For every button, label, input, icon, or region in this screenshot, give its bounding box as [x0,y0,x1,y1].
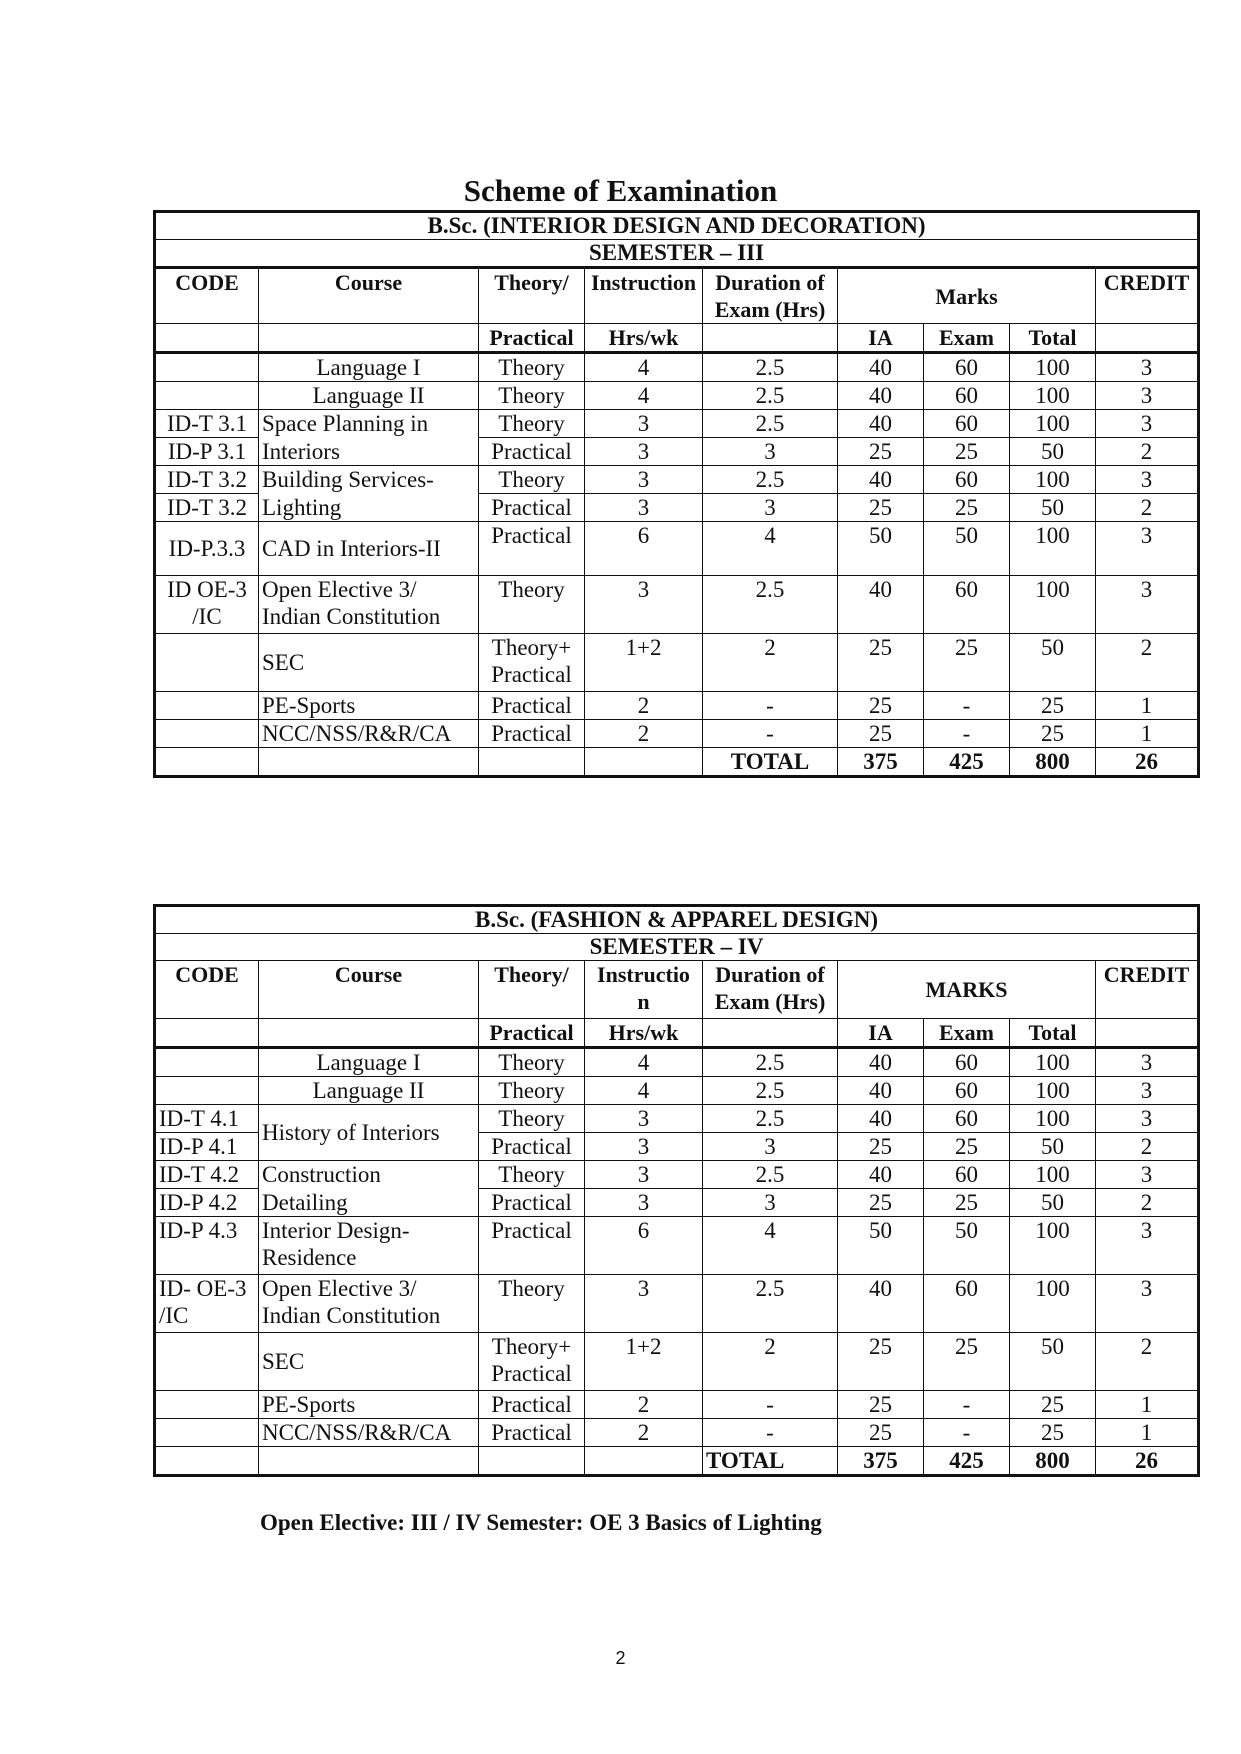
total-cell: 50 [1010,634,1096,692]
table-row [155,576,1199,634]
hrs-cell: 3 [585,1105,703,1133]
credit-cell: 2 [1096,494,1199,522]
hrs-cell: 4 [585,1077,703,1105]
duration-cell: 2.5 [703,576,838,634]
type-cell: Practical [479,720,585,748]
header-code: CODE [155,961,259,1019]
exam-cell: - [924,1419,1010,1447]
table-row [155,720,1199,748]
code-cell [155,1419,259,1447]
code-cell: ID-T 3.2 [155,466,259,494]
table-row [155,466,1199,494]
type-cell: Practical [479,1217,585,1275]
total-cell: 100 [1010,1161,1096,1189]
exam-cell: - [924,1391,1010,1419]
course-line2: Indian Constitution [262,1303,441,1328]
code-cell [155,1447,259,1476]
hrs-cell: 2 [585,1419,703,1447]
code-cell [155,576,259,634]
credit-cell: 3 [1096,522,1199,576]
exam-cell: 60 [924,1077,1010,1105]
exam-cell: 50 [924,522,1010,576]
course-cell [259,576,479,634]
duration-cell: 2 [703,634,838,692]
exam-cell: 25 [924,1133,1010,1161]
ia-cell: 25 [838,1133,924,1161]
duration-cell: 2.5 [703,1161,838,1189]
duration-cell: 2.5 [703,382,838,410]
table-row [155,353,1199,382]
credit-cell: 1 [1096,720,1199,748]
type-cell: Theory [479,382,585,410]
duration-cell: 2.5 [703,1048,838,1077]
total-cell: 25 [1010,1391,1096,1419]
ia-cell: 40 [838,1275,924,1333]
duration-cell: 2.5 [703,353,838,382]
hrs-cell: 2 [585,720,703,748]
table-row [155,410,1199,438]
header-blank [1096,324,1199,353]
header-blank [259,1019,479,1048]
hrs-cell: 1+2 [585,1333,703,1391]
header-exam: Exam [924,1019,1010,1048]
total-cell: 50 [1010,1333,1096,1391]
duration-cell: - [703,1419,838,1447]
course-cell: Language I [259,1048,479,1077]
total-row [155,1447,1199,1476]
type-cell: Theory [479,1161,585,1189]
duration-cell: - [703,692,838,720]
type-cell: Practical [479,1419,585,1447]
ia-total: 375 [838,1447,924,1476]
hrs-cell: 4 [585,353,703,382]
header-practical: Practical [479,324,585,353]
credit-cell: 3 [1096,1217,1199,1275]
total-cell: 25 [1010,720,1096,748]
table-row [155,1189,1199,1217]
type-cell: Theory [479,410,585,438]
credit-cell: 2 [1096,438,1199,466]
type-cell: Practical [479,1189,585,1217]
table-row [155,382,1199,410]
code-cell [155,1333,259,1391]
code-cell [155,1048,259,1077]
course-cell: SEC [259,634,479,692]
type-cell: Theory [479,576,585,634]
exam-cell: - [924,692,1010,720]
table-row [155,692,1199,720]
course-cell: Interiors [259,438,479,466]
header-duration-line2: Exam (Hrs) [714,297,826,322]
course-cell: Language I [259,353,479,382]
header-instruction: Instruction [585,268,703,324]
duration-cell: 3 [703,438,838,466]
hrs-cell: 6 [585,1217,703,1275]
ia-cell: 40 [838,382,924,410]
semester-4-table [153,904,1200,1477]
total-cell: 100 [1010,522,1096,576]
course-cell: Building Services- [259,466,479,494]
table-row [155,634,1199,692]
credit-cell: 3 [1096,1077,1199,1105]
code-cell [155,720,259,748]
course-cell: Detailing [259,1189,479,1217]
code-cell: ID-T 3.2 [155,494,259,522]
header-duration-line1: Duration of [715,270,825,295]
type-line2: Practical [491,1361,572,1386]
header-blank [703,324,838,353]
credit-cell: 1 [1096,692,1199,720]
code-line1: ID OE-3 [167,577,247,602]
hrs-cell: 6 [585,522,703,576]
code-cell [155,1275,259,1333]
grand-total: 800 [1010,748,1096,777]
course-cell: Construction [259,1161,479,1189]
duration-cell: 3 [703,1133,838,1161]
exam-cell: 60 [924,1048,1010,1077]
hrs-cell: 3 [585,438,703,466]
total-cell: 50 [1010,494,1096,522]
code-cell [155,382,259,410]
duration-cell: 2.5 [703,1077,838,1105]
course-cell: NCC/NSS/R&R/CA [259,720,479,748]
type-cell: Theory [479,1105,585,1133]
header-ia: IA [838,1019,924,1048]
page-number: 2 [615,1648,626,1668]
hrs-cell: 3 [585,576,703,634]
code-cell [155,353,259,382]
course-line2: Indian Constitution [262,604,441,629]
hrs-cell: 3 [585,1189,703,1217]
course-line1: Open Elective 3/ [262,577,417,602]
ia-cell: 25 [838,1391,924,1419]
type-cell: Theory [479,1048,585,1077]
course-cell [259,1217,479,1275]
ia-cell: 40 [838,1048,924,1077]
header-blank [703,1019,838,1048]
ia-total: 375 [838,748,924,777]
table-row [155,1161,1199,1189]
ia-cell: 25 [838,1189,924,1217]
table-row [155,522,1199,576]
duration-cell: 3 [703,494,838,522]
grand-total: 800 [1010,1447,1096,1476]
course-cell: Space Planning in [259,410,479,438]
course-cell [259,1447,479,1476]
credit-total: 26 [1096,1447,1199,1476]
type-line1: Theory+ [491,1334,572,1359]
credit-cell: 2 [1096,1189,1199,1217]
code-line2: /IC [192,604,222,629]
course-cell: NCC/NSS/R&R/CA [259,1419,479,1447]
total-cell: 100 [1010,382,1096,410]
code-line1: ID- OE-3 [159,1276,247,1301]
duration-cell: 4 [703,1217,838,1275]
ia-cell: 40 [838,1161,924,1189]
exam-total: 425 [924,748,1010,777]
type-cell: Practical [479,1391,585,1419]
credit-cell: 3 [1096,1161,1199,1189]
header-blank [1096,1019,1199,1048]
exam-total: 425 [924,1447,1010,1476]
total-cell: 100 [1010,1275,1096,1333]
ia-cell: 40 [838,353,924,382]
duration-cell: 2.5 [703,1105,838,1133]
total-cell: 50 [1010,438,1096,466]
table-row [155,1217,1199,1275]
exam-cell: 60 [924,1161,1010,1189]
hrs-cell: 3 [585,494,703,522]
table-row [155,1275,1199,1333]
total-cell: 100 [1010,576,1096,634]
type-line1: Theory+ [491,635,572,660]
type-cell: Practical [479,522,585,576]
credit-cell: 3 [1096,1275,1199,1333]
code-cell [155,692,259,720]
ia-cell: 40 [838,410,924,438]
code-cell [155,1077,259,1105]
course-cell: PE-Sports [259,1391,479,1419]
credit-cell: 2 [1096,634,1199,692]
total-row [155,748,1199,777]
table-row [155,1105,1199,1133]
exam-cell: 60 [924,1275,1010,1333]
type-line2: Practical [491,662,572,687]
header-marks: MARKS [838,961,1096,1019]
header-total: Total [1010,1019,1096,1048]
type-cell [479,748,585,777]
type-cell [479,1333,585,1391]
header-hrs-wk: Hrs/wk [585,324,703,353]
total-cell: 50 [1010,1133,1096,1161]
course-cell: CAD in Interiors-II [259,522,479,576]
total-cell: 100 [1010,410,1096,438]
credit-cell: 3 [1096,466,1199,494]
code-cell: ID-T 3.1 [155,410,259,438]
total-cell: 50 [1010,1189,1096,1217]
hrs-cell: 4 [585,1048,703,1077]
header-blank [155,324,259,353]
credit-cell: 3 [1096,576,1199,634]
open-elective-note: Open Elective: III / IV Semester: OE 3 Basics of Lighting [260,1510,822,1535]
type-cell: Practical [479,1133,585,1161]
credit-cell: 2 [1096,1133,1199,1161]
table-row [155,494,1199,522]
header-blank [155,1019,259,1048]
header-duration-line1: Duration of [715,962,825,987]
total-cell: 100 [1010,353,1096,382]
hrs-cell: 3 [585,1275,703,1333]
code-cell: ID-P 4.2 [155,1189,259,1217]
total-cell: 100 [1010,1048,1096,1077]
code-cell [155,1391,259,1419]
header-blank [259,324,479,353]
header-instruction-line1: Instructio [597,962,690,987]
exam-cell: 50 [924,1217,1010,1275]
table-row [155,1048,1199,1077]
header-practical: Practical [479,1019,585,1048]
duration-cell: 4 [703,522,838,576]
type-cell [479,1447,585,1476]
hrs-cell [585,1447,703,1476]
exam-cell: 25 [924,634,1010,692]
credit-cell: 3 [1096,410,1199,438]
header-course: Course [259,961,479,1019]
total-cell: 100 [1010,1217,1096,1275]
header-theory: Theory/ [479,961,585,1019]
header-ia: IA [838,324,924,353]
code-cell [155,748,259,777]
course-cell: History of Interiors [259,1105,479,1161]
header-hrs-wk: Hrs/wk [585,1019,703,1048]
program-title: B.Sc. (FASHION & APPAREL DESIGN) [155,906,1199,934]
exam-cell: 60 [924,576,1010,634]
exam-cell: 25 [924,494,1010,522]
duration-cell: 2.5 [703,1275,838,1333]
credit-cell: 3 [1096,1048,1199,1077]
header-instruction [585,961,703,1019]
type-cell: Theory [479,1077,585,1105]
header-total: Total [1010,324,1096,353]
hrs-cell: 2 [585,1391,703,1419]
hrs-cell: 3 [585,1133,703,1161]
table-row [155,1391,1199,1419]
hrs-cell: 3 [585,466,703,494]
course-line2: Residence [262,1245,357,1270]
exam-cell: 25 [924,1333,1010,1391]
total-cell: 25 [1010,1419,1096,1447]
hrs-cell: 3 [585,1161,703,1189]
course-cell: PE-Sports [259,692,479,720]
type-cell: Theory [479,466,585,494]
course-line1: Interior Design- [262,1218,410,1243]
course-cell [259,748,479,777]
duration-cell: 3 [703,1189,838,1217]
hrs-cell: 2 [585,692,703,720]
header-theory: Theory/ [479,268,585,324]
code-cell: ID-P 4.1 [155,1133,259,1161]
credit-cell: 3 [1096,1105,1199,1133]
course-line1: Open Elective 3/ [262,1276,417,1301]
credit-total: 26 [1096,748,1199,777]
header-instruction-line2: n [637,989,650,1014]
exam-cell: 60 [924,1105,1010,1133]
hrs-cell: 1+2 [585,634,703,692]
ia-cell: 40 [838,1105,924,1133]
total-cell: 100 [1010,1077,1096,1105]
code-cell: ID-P 3.1 [155,438,259,466]
exam-cell: 60 [924,382,1010,410]
header-duration [703,268,838,324]
total-cell: 25 [1010,692,1096,720]
duration-cell: - [703,720,838,748]
header-credit: CREDIT [1096,268,1199,324]
semester-title: SEMESTER – IV [155,934,1199,961]
duration-cell: - [703,1391,838,1419]
header-course: Course [259,268,479,324]
credit-cell: 2 [1096,1333,1199,1391]
credit-cell: 3 [1096,382,1199,410]
semester-title: SEMESTER – III [155,240,1199,268]
hrs-cell: 4 [585,382,703,410]
table-row [155,1333,1199,1391]
code-line2: /IC [159,1303,189,1328]
ia-cell: 25 [838,634,924,692]
code-cell [155,634,259,692]
duration-cell: 2.5 [703,410,838,438]
type-cell: Theory [479,1275,585,1333]
header-duration-line2: Exam (Hrs) [714,989,826,1014]
ia-cell: 50 [838,522,924,576]
ia-cell: 50 [838,1217,924,1275]
header-marks: Marks [838,268,1096,324]
course-cell [259,1275,479,1333]
header-code: CODE [155,268,259,324]
type-cell: Practical [479,692,585,720]
type-cell: Practical [479,494,585,522]
exam-cell: 25 [924,1189,1010,1217]
header-duration [703,961,838,1019]
total-label: TOTAL [703,1447,838,1476]
type-cell: Practical [479,438,585,466]
table-row [155,438,1199,466]
ia-cell: 25 [838,720,924,748]
code-cell: ID-T 4.1 [155,1105,259,1133]
type-cell [479,634,585,692]
exam-cell: 60 [924,353,1010,382]
semester-3-table [153,210,1200,778]
exam-cell: 60 [924,410,1010,438]
hrs-cell [585,748,703,777]
course-cell: Lighting [259,494,479,522]
course-cell: Language II [259,1077,479,1105]
code-cell: ID-P 4.3 [155,1217,259,1275]
code-cell: ID-P.3.3 [155,522,259,576]
type-cell: Theory [479,353,585,382]
total-cell: 100 [1010,466,1096,494]
ia-cell: 25 [838,438,924,466]
ia-cell: 25 [838,1333,924,1391]
table-row [155,1419,1199,1447]
ia-cell: 40 [838,1077,924,1105]
course-cell: SEC [259,1333,479,1391]
ia-cell: 40 [838,466,924,494]
code-cell: ID-T 4.2 [155,1161,259,1189]
header-credit: CREDIT [1096,961,1199,1019]
duration-cell: 2.5 [703,466,838,494]
table-row [155,1077,1199,1105]
ia-cell: 25 [838,494,924,522]
duration-cell: 2 [703,1333,838,1391]
ia-cell: 25 [838,692,924,720]
ia-cell: 25 [838,1419,924,1447]
total-cell: 100 [1010,1105,1096,1133]
ia-cell: 40 [838,576,924,634]
page-title: Scheme of Examination [463,173,778,208]
course-cell: Language II [259,382,479,410]
exam-cell: - [924,720,1010,748]
credit-cell: 3 [1096,353,1199,382]
credit-cell: 1 [1096,1391,1199,1419]
program-title: B.Sc. (INTERIOR DESIGN AND DECORATION) [155,212,1199,240]
credit-cell: 1 [1096,1419,1199,1447]
header-exam: Exam [924,324,1010,353]
exam-cell: 25 [924,438,1010,466]
hrs-cell: 3 [585,410,703,438]
total-label: TOTAL [703,748,838,777]
exam-cell: 60 [924,466,1010,494]
